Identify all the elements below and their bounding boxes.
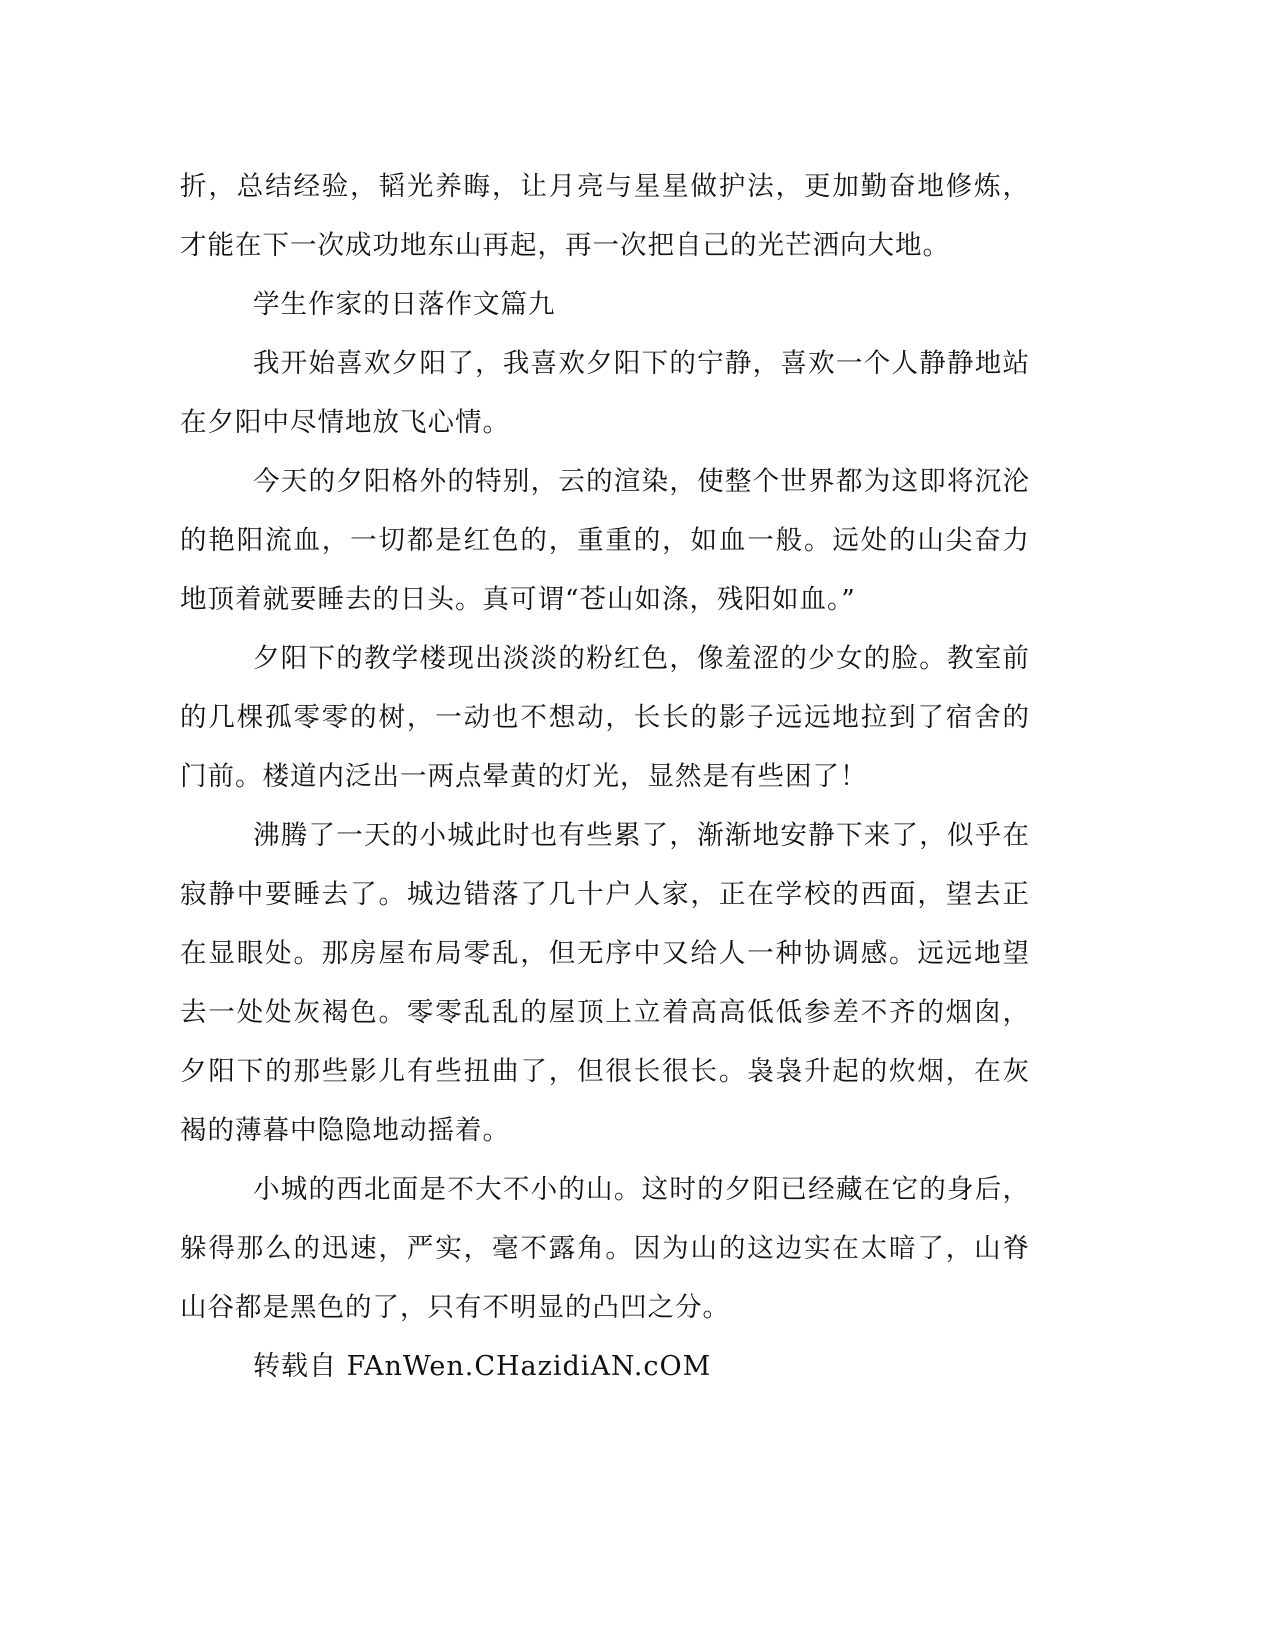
paragraph-5: 小城的西北面是不大不小的山。这时的夕阳已经藏在它的身后，躲得那么的迅速，严实，毫不露角。因为山的这边实在太暗了，山脊山谷都是黑色的了，只有不明显的凸凹之分。 <box>180 1174 1030 1323</box>
paragraph-continuation: 折，总结经验，韬光养晦，让月亮与星星做护法，更加勤奋地修炼，才能在下一次成功地东山再起，再一次把自己的光芒洒向大地。 <box>180 171 1030 261</box>
paragraph-3: 夕阳下的教学楼现出淡淡的粉红色，像羞涩的少女的脸。教室前的几棵孤零零的树，一动也不想动，长长的影子远远地拉到了宿舍的门前。楼道内泛出一两点晕黄的灯光，显然是有些困了！ <box>180 643 1030 792</box>
document-page <box>180 157 1030 1396</box>
section-title: 学生作家的日落作文篇九 <box>253 289 556 320</box>
paragraph-1: 我开始喜欢夕阳了，我喜欢夕阳下的宁静，喜欢一个人静静地站在夕阳中尽情地放飞心情。 <box>180 348 1030 438</box>
paragraph-4: 沸腾了一天的小城此时也有些累了，渐渐地安静下来了，似乎在寂静中要睡去了。城边错落了几十户人家，正在学校的西面，望去正在显眼处。那房屋布局零乱，但无序中又给人一种协调感。远远地望去一处处灰褐色。零零乱乱的屋顶上立着高高低低参差不齐的烟囱，夕阳下的那些影儿有些扭曲了，但很长很长。袅袅升起的炊烟，在灰褐的薄暮中隐隐地动摇着。 <box>180 820 1030 1146</box>
source-note: 转载自 FAnWen.CHazidiAN.cOM <box>253 1351 712 1382</box>
paragraph-2: 今天的夕阳格外的特别，云的渲染，使整个世界都为这即将沉沦的艳阳流血，一切都是红色的，重重的，如血一般。远处的山尖奋力地顶着就要睡去的日头。真可谓“苍山如涤，残阳如血。” <box>180 466 1030 615</box>
